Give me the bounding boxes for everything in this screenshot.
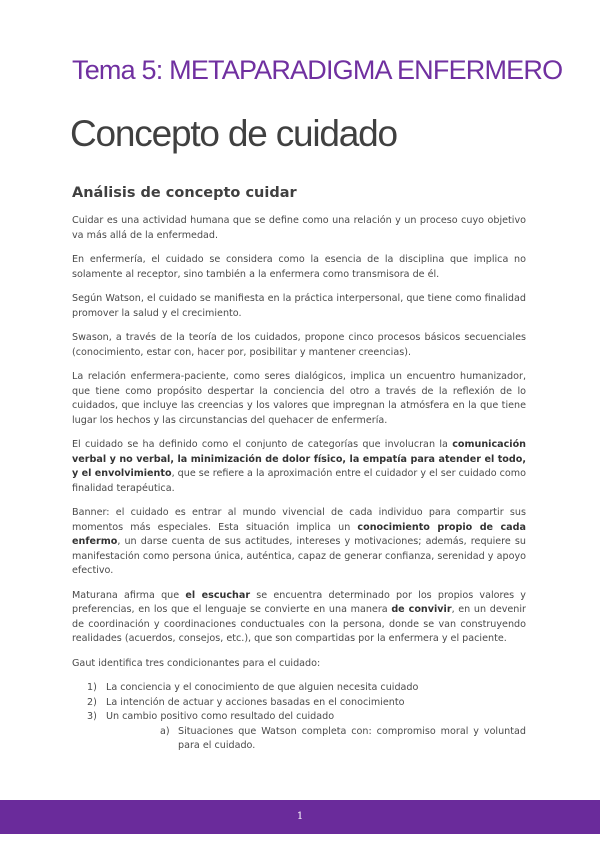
page-title: Concepto de cuidado [70, 113, 397, 154]
bold-text-run: de convivir [391, 604, 452, 615]
paragraph-2: En enfermería, el cuidado se considera como la esencia de la disciplina que implica no solamente al receptor, sino también a la enfermera como transmisora de él. [72, 254, 526, 280]
paragraph-8 [72, 589, 526, 647]
paragraph-1: Cuidar es una actividad humana que se define como una relación y un proceso cuyo objetivo va más allá de la enfermedad. [72, 215, 526, 241]
sub-list [106, 725, 526, 754]
bold-text-run: comunicación verbal y no verbal, la minimización de dolor físico, la empatía para atender el todo, y el envolvimiento [72, 439, 526, 479]
text-run: , un darse cuenta de sus actitudes, intereses y motivaciones; además, requiere su manifestación como persona única, auténtica, capaz de generar confianza, serenidad y apoyo efectivo. [72, 536, 526, 576]
numbered-list [72, 681, 526, 754]
paragraph-6 [72, 438, 526, 496]
list-item-text: La conciencia y el conocimiento de que alguien necesita cuidado [106, 682, 419, 693]
list-marker: a) [160, 725, 170, 737]
paragraph-7 [72, 506, 526, 579]
paragraph-5: La relación enfermera-paciente, como seres dialógicos, implica un encuentro humanizador, que tiene como propósito despertar la conciencia del otro a través de la reflexión de lo cuidados, que incluye las creencias y los valores que impregnan la atmósfera en la que tiene lugar los hechos y las circunstancias del quehacer de enfermería. [72, 371, 526, 426]
bold-text-run: el escuchar [185, 589, 251, 601]
text-run: Maturana afirma que [72, 589, 186, 601]
list-marker: 1) [87, 682, 97, 693]
text-run: Banner: el cuidado es entrar al mundo vivencial de cada individuo para compartir sus momentos más especiales. Esta situación implica un [72, 507, 526, 533]
topic-title: Tema 5: METAPARADIGMA ENFERMERO [72, 55, 563, 85]
list-item-text: Situaciones que Watson completa con: compromiso moral y voluntad para el cuidado. [178, 725, 526, 751]
text-run: El cuidado se ha definido como el conjunto de categorías que involucran la [72, 439, 453, 450]
list-item-text: La intención de actuar y acciones basadas en el conocimiento [106, 696, 405, 708]
page-number: 1 [296, 811, 304, 822]
text-run: , que se refiere a la aproximación entre el cuidador y el ser cuidado como finalidad terapéutica. [72, 468, 526, 494]
list-item [72, 681, 526, 696]
list-marker: 3) [87, 711, 97, 722]
list-item-text: Un cambio positivo como resultado del cuidado [106, 711, 335, 722]
bold-text-run: conocimiento propio de cada enfermo [72, 521, 526, 547]
sub-list-item [106, 725, 526, 754]
list-marker: 2) [87, 696, 97, 708]
paragraph-9: Gaut identifica tres condicionantes para el cuidado: [72, 657, 321, 669]
list-item [72, 710, 526, 754]
document-body [72, 214, 526, 754]
text-run: , en un devenir de coordinación y coordinaciones conductuales con la persona, donde se van construyendo realidades (acuerdos, consejos, etc.), que son compartidas por la enfermera y el paciente. [72, 604, 526, 644]
text-run: se encuentra determinado por los propios valores y preferencias, en los que el lenguaje se convierte en una manera [72, 589, 526, 615]
list-item [72, 696, 526, 711]
paragraph-3: Según Watson, el cuidado se manifiesta en la práctica interpersonal, que tiene como finalidad promover la salud y el crecimiento. [72, 293, 526, 319]
paragraph-4: Swason, a través de la teoría de los cuidados, propone cinco procesos básicos secuenciales (conocimiento, estar con, hacer por, posibilitar y mantener creencias). [72, 332, 526, 358]
section-heading: Análisis de concepto cuidar [72, 185, 297, 201]
